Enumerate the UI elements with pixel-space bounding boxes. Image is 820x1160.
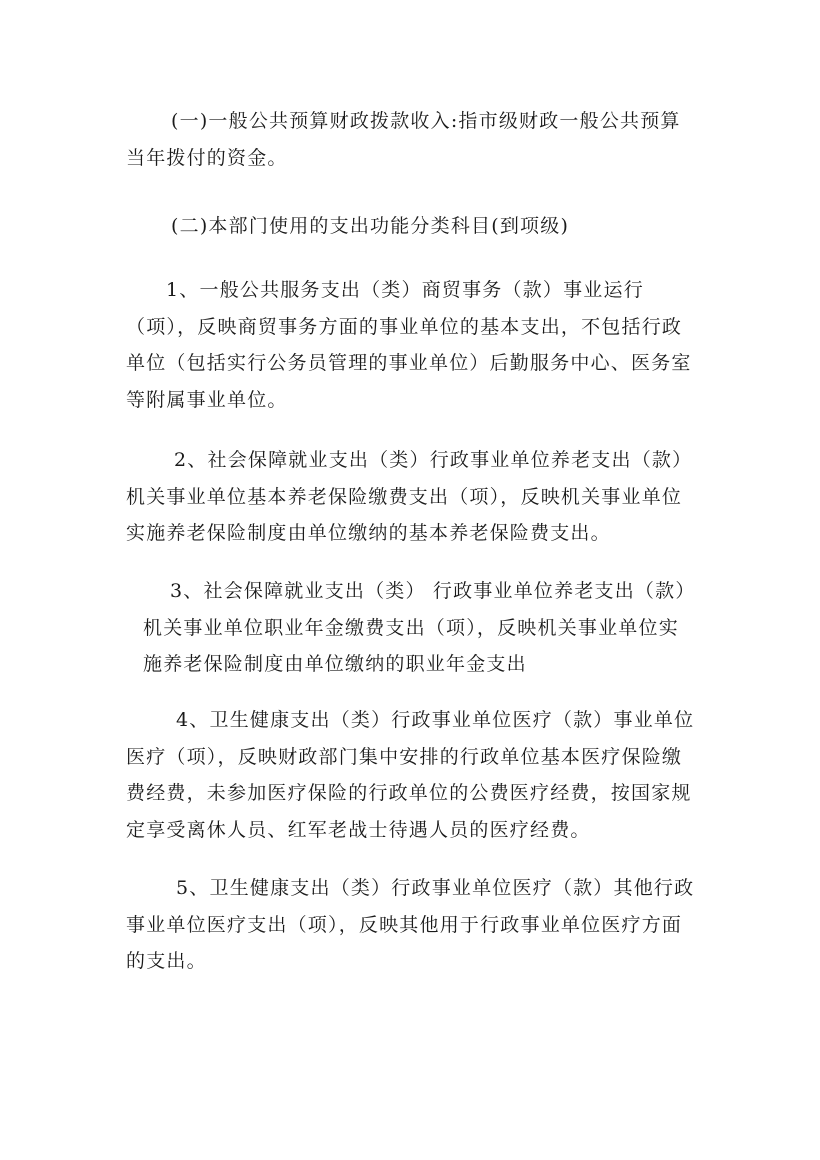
paragraph-item-4: 4、卫生健康支出（类）行政事业单位医疗（款）事业单位医疗（项），反映财政部门集中安排的行政单位基本医疗保险缴费经费，未参加医疗保险的行政单位的公费医疗经费，按国家规定享受离休人员、红军老战士待遇人员的医疗经费。 xyxy=(126,709,695,841)
paragraph-item-3: 3、社会保障就业支出（类） 行政事业单位养老支出（款）机关事业单位职业年金缴费支出（项），反映机关事业单位实施养老保险制度由单位缴纳的职业年金支出 xyxy=(143,580,696,675)
paragraph-item-5: 5、卫生健康支出（类）行政事业单位医疗（款）其他行政事业单位医疗支出（项），反映其他用于行政事业单位医疗方面的支出。 xyxy=(126,877,695,972)
paragraph-item-2: 2、社会保障就业支出（类）行政事业单位养老支出（款）机关事业单位基本养老保险缴费支出（项），反映机关事业单位实施养老保险制度由单位缴纳的基本养老保险费支出。 xyxy=(126,449,693,544)
paragraph-general-budget-revenue: (一)一般公共预算财政拨款收入:指市级财政一般公共预算当年拨付的资金。 xyxy=(126,110,681,169)
paragraph-expenditure-classification-heading: (二)本部门使用的支出功能分类科目(到项级) xyxy=(171,215,570,237)
paragraph-item-1: 1、一般公共服务支出（类）商贸事务（款）事业运行（项），反映商贸事务方面的事业单位的基本支出，不包括行政单位（包括实行公务员管理的事业单位）后勤服务中心、医务室等附属事业单位。 xyxy=(126,279,692,411)
